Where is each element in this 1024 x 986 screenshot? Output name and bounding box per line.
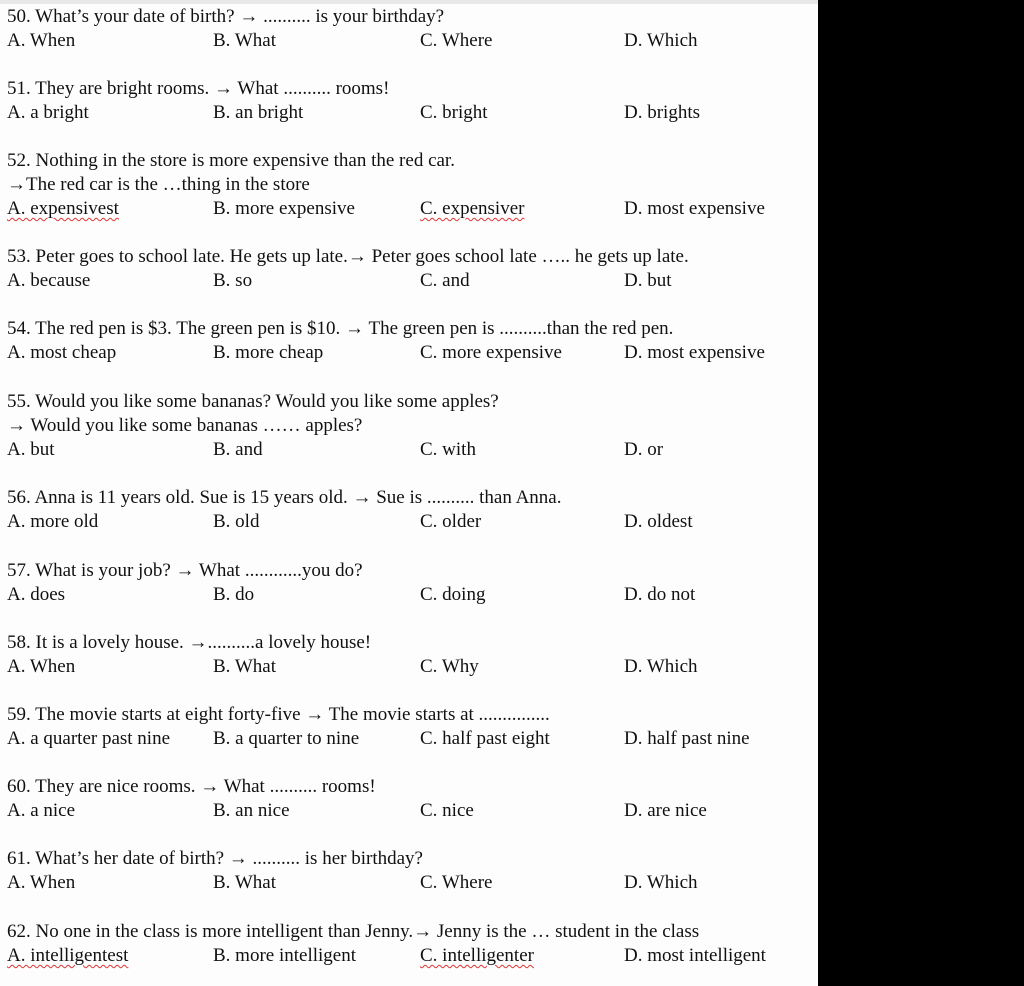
- question-text: 53. Peter goes to school late. He gets up late.→ Peter goes school late ….. he gets up late.: [7, 246, 689, 267]
- answer-option-b: B. What: [213, 872, 276, 893]
- answer-option-b: B. and: [213, 439, 263, 460]
- answer-option-a: A. does: [7, 584, 66, 605]
- answer-option-b: B. old: [213, 511, 260, 532]
- misspelled-option-text: C. intelligenter: [420, 945, 534, 966]
- question-block: [7, 920, 807, 968]
- answer-option-b: B. an bright: [213, 102, 304, 123]
- answer-option-b: B. an nice: [213, 800, 290, 821]
- answer-option-a: [7, 944, 128, 968]
- answer-option-d: D. brights: [624, 102, 700, 123]
- question-text: 54. The red pen is $3. The green pen is $10. → The green pen is ..........than the red pen.: [7, 318, 674, 339]
- answer-option-c: C. Where: [420, 30, 493, 51]
- question-text: 59. The movie starts at eight forty-five → The movie starts at ...............: [7, 704, 550, 725]
- answer-option-c: C. with: [420, 439, 476, 460]
- answer-option-c: C. bright: [420, 102, 488, 123]
- answer-options: [7, 269, 807, 293]
- answer-option-b: B. more intelligent: [213, 945, 357, 966]
- answer-option-c: [420, 197, 524, 221]
- answer-option-c: C. Where: [420, 872, 493, 893]
- answer-option-c: [420, 944, 534, 968]
- misspelled-option-text: C. expensiver: [420, 198, 525, 219]
- question-text: 62. No one in the class is more intelligent than Jenny.→ Jenny is the … student in the class: [7, 921, 700, 942]
- question-rewrite-line: →The red car is the …thing in the store: [7, 174, 310, 195]
- answer-option-c: C. older: [420, 511, 482, 532]
- question-block: [7, 5, 807, 53]
- answer-option-b: B. What: [213, 656, 276, 677]
- answer-option-d: D. half past nine: [624, 728, 750, 749]
- answer-option-d: D. are nice: [624, 800, 707, 821]
- answer-option-d: D. most expensive: [624, 198, 765, 219]
- answer-option-b: B. more cheap: [213, 342, 324, 363]
- question-text: 52. Nothing in the store is more expensive than the red car.: [7, 150, 455, 171]
- question-block: [7, 703, 807, 751]
- question-block: [7, 847, 807, 895]
- answer-option-b: B. so: [213, 270, 253, 291]
- question-text: 55. Would you like some bananas? Would you like some apples?: [7, 391, 499, 412]
- answer-option-c: C. half past eight: [420, 728, 550, 749]
- answer-options: [7, 583, 807, 607]
- answer-options: [7, 727, 807, 751]
- answer-option-d: D. most expensive: [624, 342, 765, 363]
- answer-options: [7, 944, 807, 968]
- question-text: 56. Anna is 11 years old. Sue is 15 years old. → Sue is .......... than Anna.: [7, 487, 562, 508]
- question-block: [7, 77, 807, 125]
- answer-option-b: B. more expensive: [213, 198, 355, 219]
- answer-options: [7, 871, 807, 895]
- answer-option-a: [7, 197, 119, 221]
- question-block: [7, 631, 807, 679]
- question-text: 60. They are nice rooms. → What .......... rooms!: [7, 776, 376, 797]
- answer-option-c: C. doing: [420, 584, 486, 605]
- answer-option-b: B. do: [213, 584, 255, 605]
- answer-option-a: A. When: [7, 872, 76, 893]
- answer-option-d: D. but: [624, 270, 672, 291]
- question-block: [7, 486, 807, 534]
- answer-option-d: D. Which: [624, 872, 698, 893]
- answer-option-c: C. more expensive: [420, 342, 562, 363]
- answer-option-b: B. a quarter to nine: [213, 728, 360, 749]
- page-top-edge: [0, 0, 818, 4]
- answer-option-d: D. Which: [624, 30, 698, 51]
- answer-option-c: C. Why: [420, 656, 479, 677]
- answer-option-a: A. most cheap: [7, 342, 117, 363]
- question-rewrite-line: → Would you like some bananas …… apples?: [7, 415, 363, 436]
- answer-option-a: A. because: [7, 270, 91, 291]
- answer-options: [7, 438, 807, 462]
- answer-option-d: D. Which: [624, 656, 698, 677]
- answer-option-c: C. nice: [420, 800, 474, 821]
- answer-option-d: D. most intelligent: [624, 945, 766, 966]
- answer-option-d: D. do not: [624, 584, 696, 605]
- answer-options: [7, 799, 807, 823]
- question-text: 57. What is your job? → What ............you do?: [7, 560, 363, 581]
- answer-options: [7, 29, 807, 53]
- answer-options: [7, 655, 807, 679]
- question-block: [7, 390, 807, 462]
- question-block: [7, 245, 807, 293]
- question-text: 58. It is a lovely house. →..........a lovely house!: [7, 632, 372, 653]
- answer-option-a: A. more old: [7, 511, 99, 532]
- question-block: [7, 149, 807, 221]
- question-text: 50. What’s your date of birth? → .......... is your birthday?: [7, 6, 445, 27]
- answer-option-c: C. and: [420, 270, 470, 291]
- answer-option-d: D. oldest: [624, 511, 693, 532]
- answer-options: [7, 510, 807, 534]
- answer-options: [7, 101, 807, 125]
- answer-option-d: D. or: [624, 439, 664, 460]
- answer-option-a: A. but: [7, 439, 55, 460]
- answer-option-a: A. When: [7, 30, 76, 51]
- answer-options: [7, 197, 807, 221]
- answer-option-b: B. What: [213, 30, 276, 51]
- question-block: [7, 775, 807, 823]
- misspelled-option-text: A. intelligentest: [7, 945, 129, 966]
- answer-options: [7, 341, 807, 365]
- question-block: [7, 317, 807, 365]
- answer-option-a: A. a nice: [7, 800, 76, 821]
- answer-option-a: A. a bright: [7, 102, 89, 123]
- question-block: [7, 559, 807, 607]
- misspelled-option-text: A. expensivest: [7, 198, 119, 219]
- question-text: 51. They are bright rooms. → What .......... rooms!: [7, 78, 390, 99]
- question-text: 61. What’s her date of birth? → .......... is her birthday?: [7, 848, 423, 869]
- answer-option-a: A. When: [7, 656, 76, 677]
- answer-option-a: A. a quarter past nine: [7, 728, 171, 749]
